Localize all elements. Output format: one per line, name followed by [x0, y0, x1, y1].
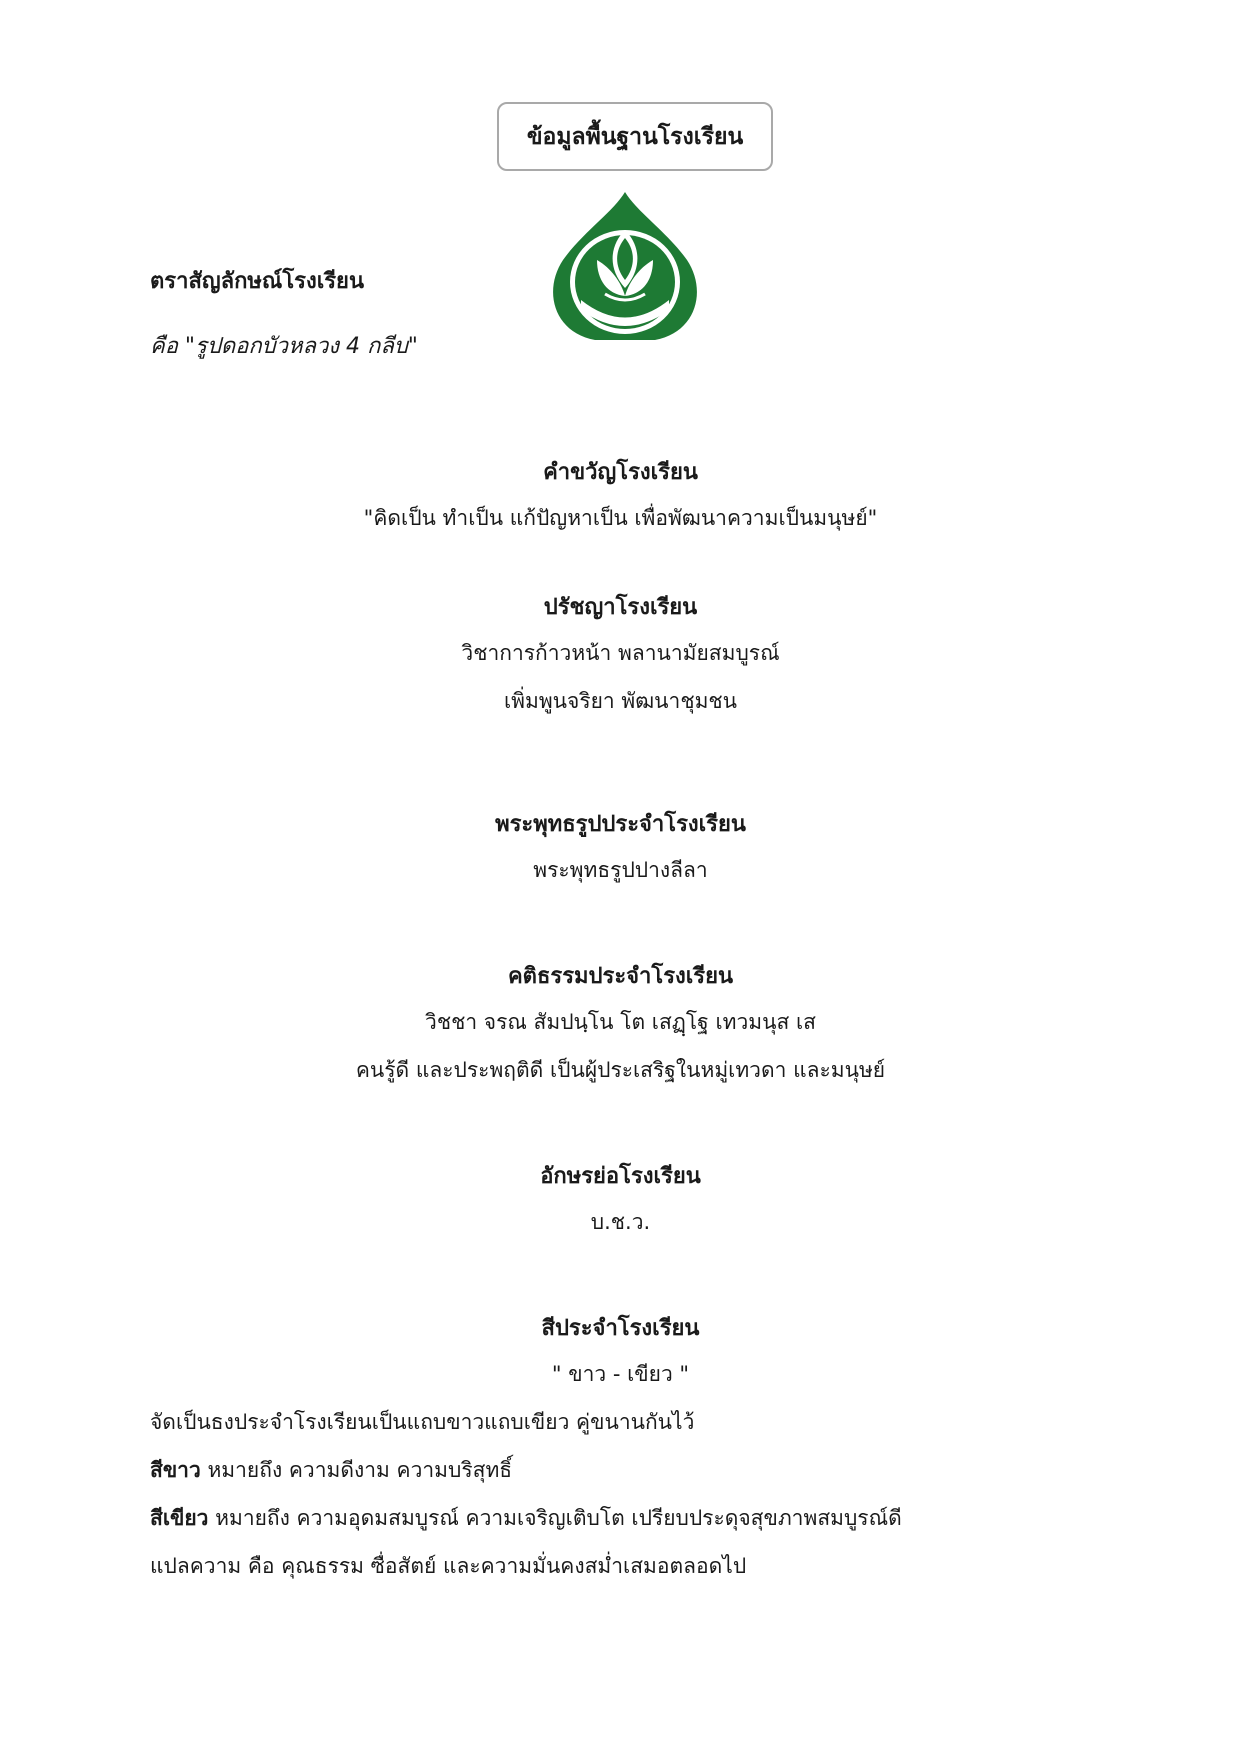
dharma-line-1: วิชชา จรณ สัมปนฺโน โต เสฏฺโฐ เทวมนุส เส	[425, 1010, 816, 1034]
green-label: สีเขียว	[150, 1506, 209, 1530]
colors-description: จัดเป็นธงประจำโรงเรียนเป็นแถบขาวแถบเขียว คู่ขนานกันไว้	[150, 1410, 695, 1434]
philosophy-line-2: เพิ่มพูนจริยา พัฒนาชุมชน	[503, 689, 738, 713]
motto-heading: คำขวัญโรงเรียน	[543, 460, 698, 485]
philosophy-heading: ปรัชญาโรงเรียน	[543, 595, 698, 620]
emblem-label: ตราสัญลักษณ์โรงเรียน	[150, 269, 364, 294]
abbreviation-text: บ.ช.ว.	[590, 1210, 651, 1234]
motto-text: "คิดเป็น ทำเป็น แก้ปัญหาเป็น เพื่อพัฒนาความเป็นมนุษย์"	[363, 506, 878, 530]
colors-conclusion: แปลความ คือ คุณธรรม ซื่อสัตย์ และความมั่นคงสม่ำเสมอตลอดไป	[150, 1554, 747, 1578]
colors-heading: สีประจำโรงเรียน	[541, 1316, 700, 1341]
white-text: หมายถึง ความดีงาม ความบริสุทธิ์	[200, 1458, 513, 1482]
page-title: ข้อมูลพื้นฐานโรงเรียน	[497, 102, 773, 171]
philosophy-line-1: วิชาการก้าวหน้า พลานามัยสมบูรณ์	[461, 641, 780, 665]
colors-subtitle: " ขาว - เขียว "	[551, 1362, 690, 1386]
buddha-heading: พระพุทธรูปประจำโรงเรียน	[495, 812, 746, 837]
abbreviation-heading: อักษรย่อโรงเรียน	[540, 1164, 701, 1189]
white-meaning	[150, 1454, 512, 1487]
dharma-heading: คติธรรมประจำโรงเรียน	[507, 964, 734, 989]
white-label: สีขาว	[150, 1458, 201, 1482]
green-text: หมายถึง ความอุดมสมบูรณ์ ความเจริญเติบโต เปรียบประดุจสุขภาพสมบูรณ์ดี	[208, 1506, 902, 1530]
emblem-description: คือ "รูปดอกบัวหลวง 4 กลีบ"	[150, 334, 418, 359]
green-meaning	[150, 1502, 902, 1535]
dharma-line-2: คนรู้ดี และประพฤติดี เป็นผู้ประเสริฐในหมู่เทวดา และมนุษย์	[355, 1058, 886, 1082]
buddha-text: พระพุทธรูปปางลีลา	[533, 858, 708, 882]
lotus-emblem-icon	[545, 190, 705, 345]
